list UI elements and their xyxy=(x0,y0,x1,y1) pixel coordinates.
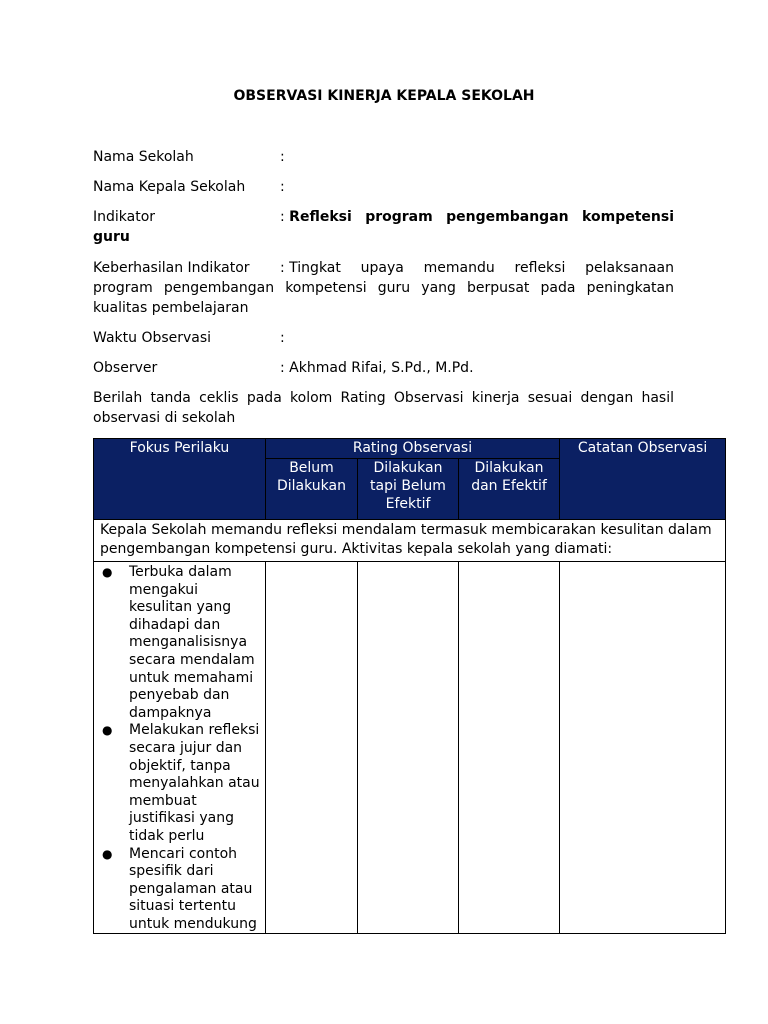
field-label: Indikator xyxy=(93,209,156,225)
list-item: ● Mencari contoh spesifik dari pengalaman atau situasi tertentu untuk mendukung xyxy=(94,846,265,934)
field-nama-kepala-sekolah: Nama Kepala Sekolah : xyxy=(93,179,285,195)
list-item: ● Terbuka dalam mengakui kesulitan yang dihadapi dan menganalisisnya secara mendalam untuk memahami penyebab dan dampaknya xyxy=(94,564,265,722)
field-value: Refleksi program pengembangan kompetensi guru xyxy=(93,209,674,245)
field-observer: Observer : Akhmad Rifai, S.Pd., M.Pd. xyxy=(93,360,474,376)
rating-cell-belum-dilakukan[interactable] xyxy=(266,562,358,934)
table-intro-row: Kepala Sekolah memandu refleksi mendalam termasuk membicarakan kesulitan dalam pengembangan kompetensi guru. Aktivitas kepala sekolah yang diamati: xyxy=(94,520,726,562)
behavior-list xyxy=(94,562,265,933)
observation-table xyxy=(93,438,726,934)
behavior-list-cell xyxy=(94,562,266,934)
header-rating-observasi: Rating Observasi xyxy=(266,439,560,459)
field-label: Keberhasilan Indikator xyxy=(93,260,250,276)
field-waktu-observasi: Waktu Observasi : xyxy=(93,330,285,346)
header-belum-dilakukan: Belum Dilakukan xyxy=(266,459,358,520)
field-label: Nama Kepala Sekolah xyxy=(93,179,246,195)
header-dilakukan-tapi-belum-efektif: Dilakukan tapi Belum Efektif xyxy=(358,459,459,520)
catatan-observasi-cell[interactable] xyxy=(560,562,726,934)
rating-cell-dilakukan-dan-efektif[interactable] xyxy=(459,562,560,934)
field-label: Observer xyxy=(93,360,158,376)
rating-cell-dilakukan-tapi-belum-efektif[interactable] xyxy=(358,562,459,934)
field-value: Tingkat upaya memandu refleksi pelaksanaan program pengembangan kompetensi guru yang berpusat pada peningkatan kualitas pembelajaran xyxy=(93,260,674,316)
field-indikator: Indikator : Refleksi program pengembangan kompetensi guru xyxy=(93,209,674,245)
field-nama-sekolah: Nama Sekolah : xyxy=(93,149,285,165)
field-label: Nama Sekolah xyxy=(93,149,194,165)
field-keberhasilan-indikator: Keberhasilan Indikator : Tingkat upaya memandu refleksi pelaksanaan program pengembangan kompetensi guru yang berpusat pada peningkatan kualitas pembelajaran xyxy=(93,260,674,316)
table-row xyxy=(94,562,726,934)
field-value: Akhmad Rifai, S.Pd., M.Pd. xyxy=(289,360,474,376)
header-dilakukan-dan-efektif: Dilakukan dan Efektif xyxy=(459,459,560,520)
header-fokus-perilaku: Fokus Perilaku xyxy=(94,439,266,520)
field-label: Waktu Observasi xyxy=(93,330,212,346)
list-item: ● Melakukan refleksi secara jujur dan objektif, tanpa menyalahkan atau membuat justifikasi yang tidak perlu xyxy=(94,722,265,845)
instruction-text: Berilah tanda ceklis pada kolom Rating Observasi kinerja sesuai dengan hasil observasi di sekolah xyxy=(93,390,674,426)
document-title: OBSERVASI KINERJA KEPALA SEKOLAH xyxy=(233,88,535,104)
header-catatan-observasi: Catatan Observasi xyxy=(560,439,726,520)
